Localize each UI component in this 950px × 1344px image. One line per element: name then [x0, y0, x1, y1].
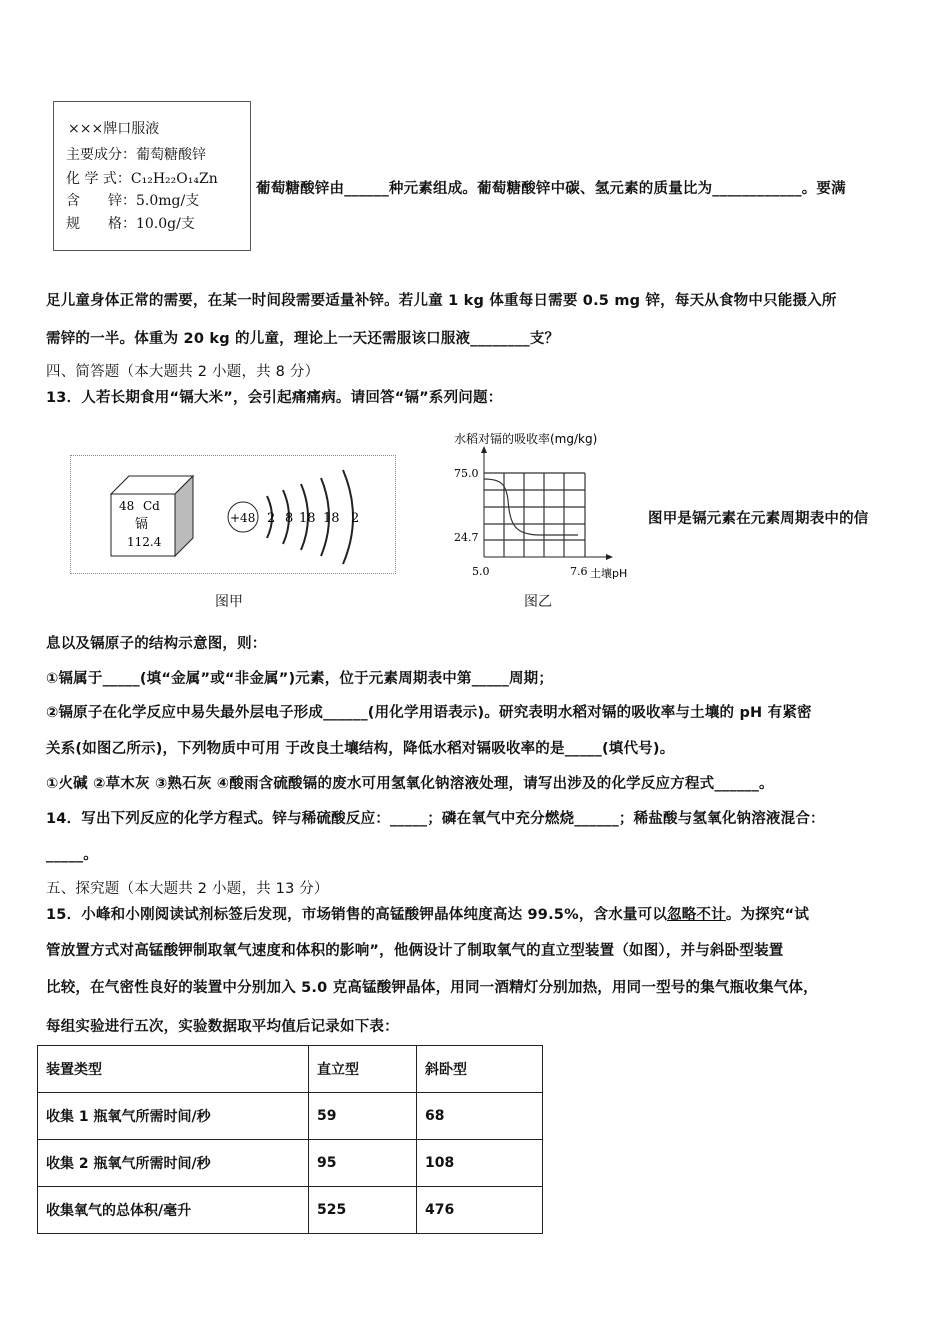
table-cell: 收集 1 瓶氧气所需时间/秒 — [38, 1093, 309, 1140]
section-heading: 四、简答题（本大题共 2 小题，共 8 分） — [46, 364, 320, 380]
data-table — [37, 1045, 543, 1234]
table-row — [38, 1187, 543, 1234]
question-line: _____。 — [46, 847, 98, 863]
q15-text: 15．小峰和小刚阅读试剂标签后发现，市场销售的高锰酸钾晶体纯度高达 99.5%，含水量可以 — [46, 907, 668, 923]
shell-1: 2 — [267, 511, 276, 526]
table-cell: 108 — [417, 1140, 543, 1187]
question-line: 息以及镉原子的结构示意图，则： — [46, 636, 267, 652]
shell-2: 8 — [285, 511, 294, 526]
label-zinc: 含 锌：5.0mg/支 — [66, 193, 200, 209]
table-cell: 95 — [309, 1140, 417, 1187]
x-tick-high: 7.6 — [570, 565, 588, 578]
figure-b-chart — [440, 425, 640, 585]
question-15 — [46, 903, 809, 924]
label-ingredient: 主要成分：葡萄糖酸锌 — [66, 147, 206, 163]
table-cell: 收集氧气的总体积/毫升 — [38, 1187, 309, 1234]
medicine-label — [53, 101, 251, 251]
label-spec: 规 格：10.0g/支 — [66, 216, 195, 232]
question-line: 管放置方式对高锰酸钾制取氧气速度和体积的影响”，他俩设计了制取氧气的直立型装置（如图），并与斜卧型装置 — [46, 943, 784, 959]
question-line: 需锌的一半。体重为 20 kg 的儿童，理论上一天还需服该口服液________支？ — [46, 331, 560, 347]
figure-b-caption: 图乙 — [524, 594, 552, 610]
question-line: ①镉属于_____(填“金属”或“非金属”)元素，位于元素周期表中第_____周期； — [46, 671, 554, 687]
chart-xlabel: 土壤pH — [590, 567, 628, 580]
question-line: ②镉原子在化学反应中易失最外层电子形成______(用化学用语表示)。研究表明水稻对镉的吸收率与土壤的 pH 有紧密 — [46, 705, 812, 721]
atomic-number: 48 — [119, 499, 135, 513]
header-cell: 直立型 — [309, 1046, 417, 1093]
nucleus-charge: +48 — [230, 511, 256, 525]
section-heading: 五、探究题（本大题共 2 小题，共 13 分） — [46, 881, 329, 897]
header-cell: 斜卧型 — [417, 1046, 543, 1093]
y-tick-low: 24.7 — [454, 531, 479, 544]
chart-grid — [484, 473, 585, 557]
table-cell: 收集 2 瓶氧气所需时间/秒 — [38, 1140, 309, 1187]
question-13: 13．人若长期食用“镉大米”，会引起痛痛病。请回答“镉”系列问题： — [46, 390, 503, 406]
question-line: ①火碱 ②草木灰 ③熟石灰 ④酸雨含硫酸镉的废水可用氢氧化钠溶液处理，请写出涉及的化学反应方程式______。 — [46, 776, 774, 792]
q15-underlined: 忽略不计 — [667, 907, 726, 923]
question-line: 葡萄糖酸锌由______种元素组成。葡萄糖酸锌中碳、氢元素的质量比为____________。要满 — [256, 181, 846, 197]
atomic-mass: 112.4 — [127, 535, 162, 549]
question-line: 关系(如图乙所示)，下列物质中可用 于改良土壤结构，降低水稻对镉吸收率的是_____(填代号)。 — [46, 741, 675, 757]
shell-3: 18 — [299, 511, 316, 526]
label-formula: 化 学 式：C₁₂H₂₂O₁₄Zn — [66, 171, 218, 187]
label-title: ×××牌口服液 — [68, 121, 160, 137]
header-cell: 装置类型 — [38, 1046, 309, 1093]
element-symbol: Cd — [143, 499, 160, 513]
chart-ylabel: 水稻对镉的吸收率(mg/kg) — [454, 432, 598, 446]
y-tick-high: 75.0 — [454, 467, 479, 480]
figure-a-caption: 图甲 — [215, 594, 243, 610]
question-line: 足儿童身体正常的需要，在某一时间段需要适量补锌。若儿童 1 kg 体重每日需要 0.5 mg 锌，每天从食物中只能摄入所 — [46, 293, 837, 309]
shell-4: 18 — [323, 511, 340, 526]
table-row — [38, 1140, 543, 1187]
element-name: 镉 — [135, 517, 149, 532]
figure-a — [70, 455, 396, 574]
table-cell: 525 — [309, 1187, 417, 1234]
table-cell: 59 — [309, 1093, 417, 1140]
shell-5: 2 — [351, 511, 360, 526]
question-14: 14．写出下列反应的化学方程式。锌与稀硫酸反应：_____；磷在氧气中充分燃烧______；稀盐酸与氢氧化钠溶液混合： — [46, 811, 825, 827]
question-line: 比较，在气密性良好的装置中分别加入 5.0 克高锰酸钾晶体，用同一酒精灯分别加热，用同一型号的集气瓶收集气体， — [46, 980, 818, 996]
table-cell: 476 — [417, 1187, 543, 1234]
table-cell: 68 — [417, 1093, 543, 1140]
table-row — [38, 1093, 543, 1140]
cadmium-diagram — [71, 456, 395, 573]
question-line: 每组实验进行五次，实验数据取平均值后记录如下表： — [46, 1019, 399, 1035]
table-header — [38, 1046, 543, 1093]
x-tick-low: 5.0 — [472, 565, 490, 578]
question-line: 图甲是镉元素在元素周期表中的信 — [648, 511, 869, 527]
q15-text-end: 。为探究“试 — [725, 907, 810, 923]
